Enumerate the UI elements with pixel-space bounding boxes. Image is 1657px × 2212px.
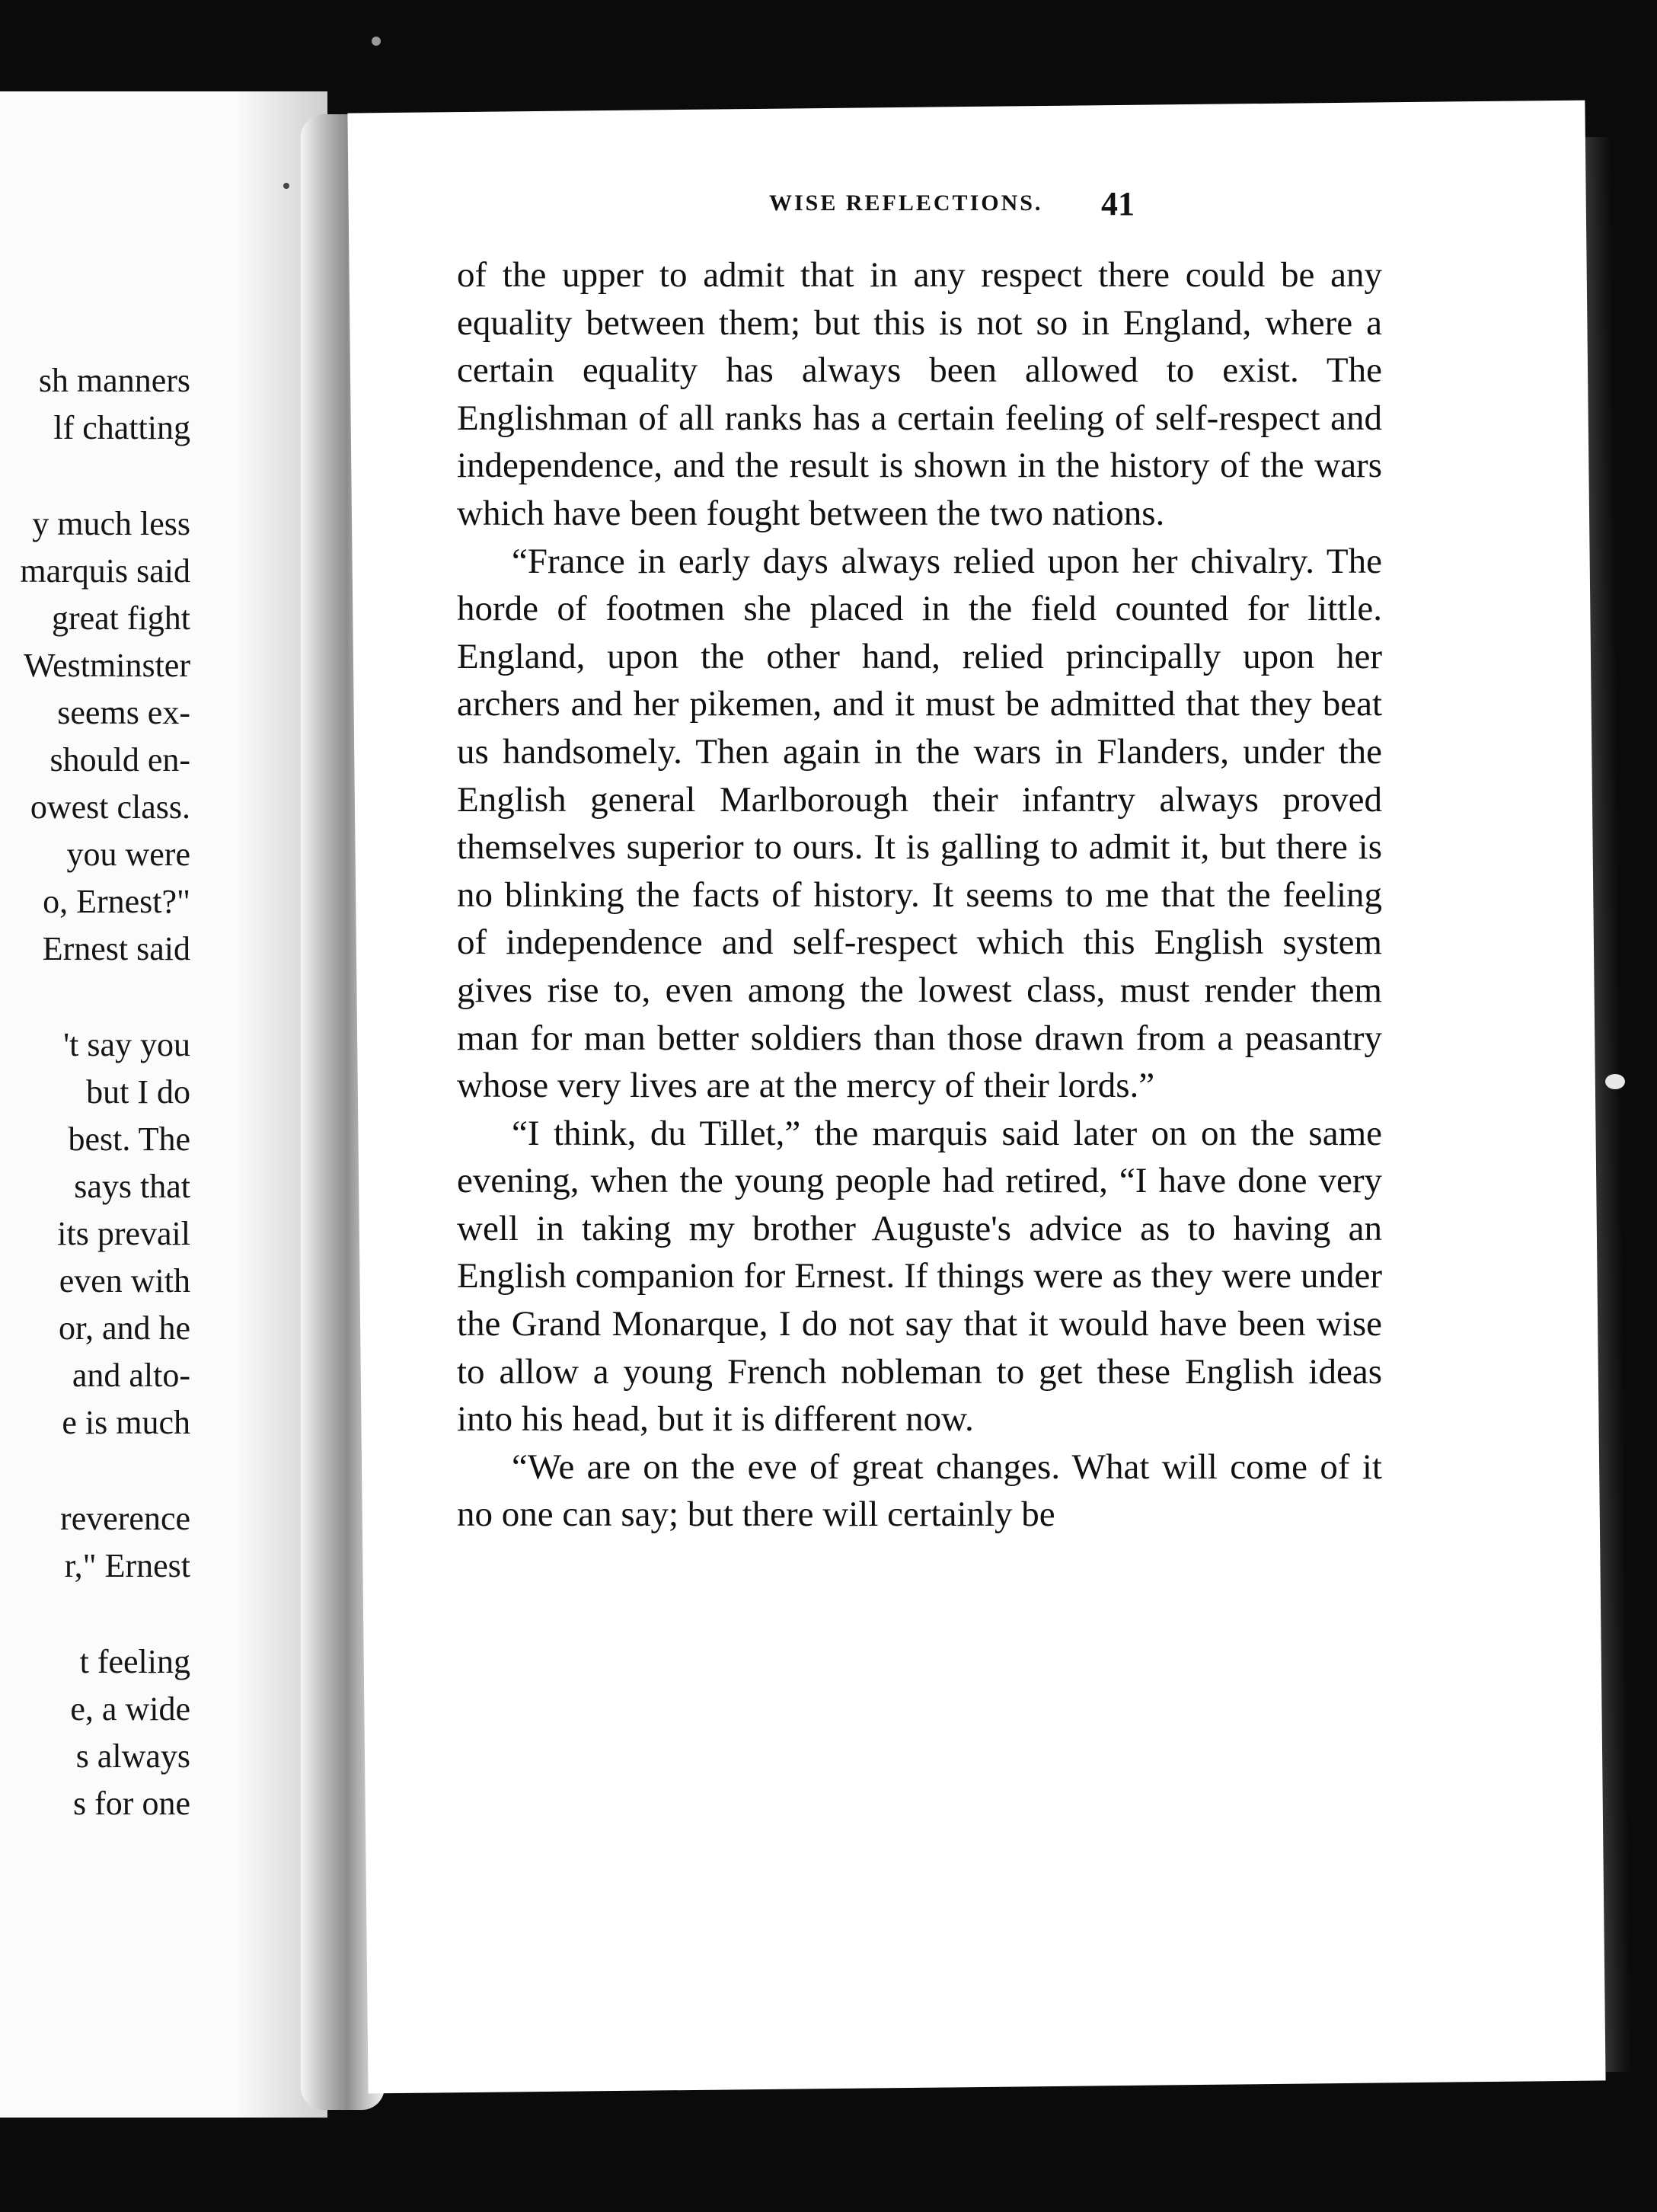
left-line: Ernest said [42, 930, 190, 967]
paragraph: “I think, du Tillet,” the marquis said later on on the same evening, when the young people had retired, “I have done very well in taking my brother Auguste's advice as to having an English companion for Ernest. If things were as they were under the Grand Monarque, I do not say that it would have been wise to allow a young French nobleman to get these English ideas into his head, but it is different now. [457, 1113, 1382, 1440]
paragraph: “We are on the eve of great changes. What will come of it no one can say; but there will certainly be [457, 1446, 1382, 1535]
page-number: 41 [1101, 185, 1135, 222]
running-head [411, 185, 1135, 244]
left-page [0, 91, 327, 2118]
body-text [457, 251, 1382, 1539]
left-line: says that [74, 1168, 190, 1205]
left-line: even with [59, 1262, 190, 1299]
paragraph: “France in early days always relied upon her chivalry. The horde of footmen she placed in the field counted for little. England, upon the other hand, relied principally upon her archers and her pikemen, and it must be admitted that they beat us handsomely. Then again in the wars in Flanders, under the English general Marlborough their infantry always proved themselves superior to ours. It is galling to admit it, but there is no blinking the facts of history. It seems to me that the feeling of independence and self-respect which this English system gives rise to, even among the lowest class, must render them man for man better soldiers than those drawn from a peasantry whose very lives are at the mercy of their lords.” [457, 541, 1382, 1106]
left-line: e, a wide [70, 1690, 190, 1728]
left-line: marquis said [20, 552, 190, 590]
left-line: its prevail [57, 1215, 190, 1252]
left-line: 't say you [63, 1026, 190, 1063]
left-line: y much less [32, 505, 190, 542]
left-line: o, Ernest?" [43, 883, 190, 920]
left-line: s for one [73, 1785, 190, 1822]
running-title: WISE REFLECTIONS. [769, 190, 1043, 216]
left-line: and alto- [72, 1357, 190, 1394]
paper-speck [372, 37, 381, 46]
left-line: or, and he [59, 1309, 190, 1347]
left-line: Westminster [24, 647, 190, 684]
left-line: e is much [62, 1404, 190, 1441]
left-line: sh manners [38, 362, 190, 399]
left-line: should en- [49, 741, 190, 778]
left-line: t feeling [79, 1643, 190, 1680]
paper-speck [1605, 1074, 1625, 1089]
left-line: best. The [68, 1120, 190, 1158]
left-line: owest class. [30, 788, 190, 826]
paragraph: of the upper to admit that in any respect there could be any equality between them; but this is not so in England, where a certain equality has always been allowed to exist. The Englishman of all ranks has a certain feeling of self-respect and independence, and the result is shown in the history of the wars which have been fought between the two nations. [457, 255, 1382, 533]
left-line: but I do [86, 1073, 190, 1111]
left-line: seems ex- [57, 694, 190, 731]
left-line: lf chatting [53, 409, 190, 446]
left-line: you were [66, 836, 190, 873]
left-line: s always [75, 1737, 190, 1775]
paper-speck [283, 183, 289, 189]
left-line: great fight [51, 599, 190, 637]
left-line: r," Ernest [64, 1547, 190, 1584]
left-line: reverence [60, 1500, 190, 1537]
